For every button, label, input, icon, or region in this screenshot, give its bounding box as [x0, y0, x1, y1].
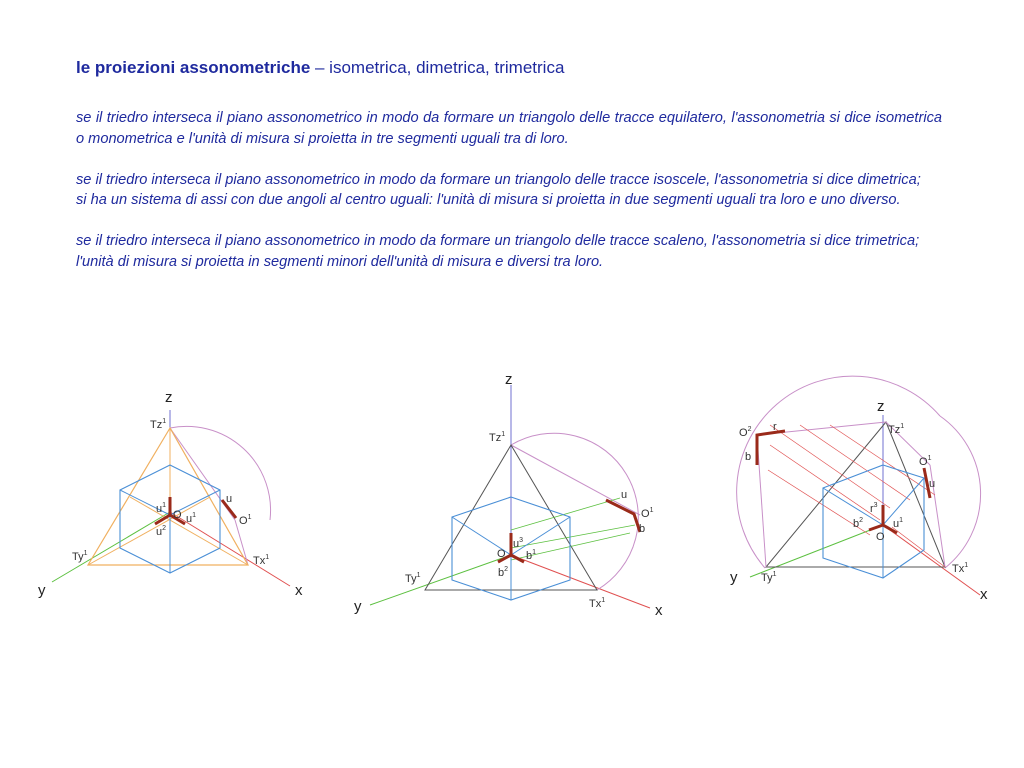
- label-u1: [893, 517, 903, 530]
- label-y: y: [730, 569, 738, 586]
- label-tx-sup: 1: [601, 597, 606, 604]
- label-u: u: [621, 489, 628, 501]
- label-o1: [641, 507, 654, 520]
- rotation-line: [511, 445, 640, 515]
- label-o1-text: O: [239, 515, 248, 527]
- label-ty: [405, 572, 421, 585]
- label-tx-text: Tx: [589, 598, 602, 610]
- label-b2-sup: 2: [504, 566, 509, 573]
- label-o: O: [173, 509, 182, 521]
- label-o1-sup: 1: [927, 455, 932, 462]
- label-u3: [156, 502, 166, 515]
- parallel-line: [511, 525, 635, 548]
- label-x: x: [655, 602, 663, 619]
- figure-dimetric: [354, 371, 663, 619]
- cube-outline: [823, 465, 924, 578]
- label-u3-sup: 1: [162, 502, 167, 509]
- label-r3-sup: 3: [873, 502, 878, 509]
- label-u1-sup: 1: [192, 512, 197, 519]
- label-ty-sup: 1: [416, 572, 421, 579]
- label-u2: [156, 525, 166, 538]
- y-axis: [370, 555, 511, 605]
- label-tx: [253, 554, 269, 567]
- label-tz-text: Tz: [489, 432, 502, 444]
- label-tx-text: Tx: [952, 563, 965, 575]
- parallel-line: [800, 425, 910, 500]
- paragraph-isometric: [76, 108, 942, 149]
- parallel-line: [770, 425, 890, 508]
- label-b1: [526, 549, 536, 562]
- label-b2-sup: 2: [859, 517, 864, 524]
- label-tz-sup: 1: [900, 423, 905, 430]
- label-tz: [888, 423, 904, 436]
- label-tz-text: Tz: [888, 424, 901, 436]
- paragraph-dimetric-line1: se il triedro interseca il piano assonometrico in modo da formare un triangolo delle tracce isoscele, l'assonometria si dice dimetrica;: [76, 171, 921, 188]
- rotation-circle-small: [940, 416, 981, 568]
- label-b2-text: b: [498, 567, 505, 579]
- label-b1-text: b: [526, 550, 533, 562]
- slide-title: [76, 58, 564, 78]
- label-tx: [589, 597, 605, 610]
- unit-x: [511, 555, 524, 562]
- label-ty-sup: 1: [83, 550, 88, 557]
- label-o: O: [497, 548, 506, 560]
- trace-median: [130, 497, 248, 565]
- label-o2: [739, 426, 752, 439]
- label-u3-sup: 3: [519, 537, 524, 544]
- label-tz: [150, 418, 166, 431]
- label-o1: [239, 514, 252, 527]
- label-ty-text: Ty: [405, 573, 417, 585]
- parallel-line: [770, 445, 880, 520]
- label-x: x: [980, 586, 988, 603]
- title-rest: – isometrica, dimetrica, trimetrica: [310, 58, 565, 77]
- figure-trimetric: [730, 376, 988, 603]
- paragraph-trimetric-line1: se il triedro interseca il piano assonometrico in modo da formare un triangolo delle tracce scaleno, l'assonometria si dice trimetrica;: [76, 233, 920, 249]
- body-text: [76, 108, 942, 293]
- trace-triangle: [88, 428, 248, 565]
- label-o2-text: O: [739, 427, 748, 439]
- label-tx-sup: 1: [964, 562, 969, 569]
- label-u1-text: u: [893, 518, 900, 530]
- trace-triangle: [766, 422, 945, 567]
- label-z: z: [505, 371, 513, 388]
- label-b1-sup: 1: [532, 549, 537, 556]
- label-u: u: [226, 493, 233, 505]
- y-axis: [52, 512, 170, 582]
- label-ty: [761, 571, 777, 584]
- label-u: u: [929, 478, 936, 490]
- label-b2: [498, 566, 508, 579]
- label-r3-text: r: [870, 503, 874, 515]
- label-o1-text: O: [919, 456, 928, 468]
- label-b2: [853, 517, 863, 530]
- x-axis: [883, 525, 980, 595]
- label-ty-sup: 1: [772, 571, 777, 578]
- label-u3-text: u: [513, 538, 520, 550]
- label-z: z: [877, 398, 885, 415]
- label-y: y: [354, 598, 362, 615]
- cube-edge: [511, 517, 570, 555]
- label-u2-sup: 2: [162, 525, 167, 532]
- figures: [0, 360, 1024, 660]
- title-bold: le proiezioni assonometriche: [76, 58, 311, 77]
- label-tz-text: Tz: [150, 419, 163, 431]
- paragraph-isometric-text: se il triedro interseca il piano assonometrico in modo da formare un triangolo delle tracce equilatero, l'assonometria si dice isometrica o monometrica e l'unità di misura si proietta in tre segmenti uguali tra di loro.: [76, 110, 942, 147]
- label-u1: [186, 512, 196, 525]
- label-u1-sup: 1: [899, 517, 904, 524]
- label-o1-sup: 1: [649, 507, 654, 514]
- unit-rotated-left: [757, 431, 785, 465]
- label-o2-sup: 2: [747, 426, 752, 433]
- label-o1-sup: 1: [247, 514, 252, 521]
- label-ty: [72, 550, 88, 563]
- label-z: z: [165, 389, 173, 406]
- label-o1-text: O: [641, 508, 650, 520]
- label-r: r: [773, 421, 777, 433]
- paragraph-dimetric-line2: si ha un sistema di assi con due angoli al centro uguali: l'unità di misura si proietta in due segmenti uguali tra loro e uno diverso.: [76, 192, 901, 208]
- label-tx-sup: 1: [265, 554, 270, 561]
- label-u2-text: u: [156, 526, 163, 538]
- label-b2-text: b: [853, 518, 860, 530]
- label-tx-text: Tx: [253, 555, 266, 567]
- trace-median: [88, 497, 210, 565]
- paragraph-trimetric-line2: l'unità di misura si proietta in segmenti minori dell'unità di misura e diversi tra loro.: [76, 253, 604, 270]
- figure-isometric: [38, 389, 303, 599]
- label-u3-text: u: [156, 503, 163, 515]
- label-tz: [489, 431, 505, 444]
- label-tx: [952, 562, 968, 575]
- unit-y: [869, 525, 883, 530]
- paragraph-dimetric: [76, 170, 942, 211]
- label-tz-sup: 1: [501, 431, 506, 438]
- label-r3: [870, 502, 878, 515]
- label-u1-text: u: [186, 513, 193, 525]
- label-x: x: [295, 582, 303, 599]
- label-ty-text: Ty: [72, 551, 84, 563]
- label-y: y: [38, 582, 46, 599]
- paragraph-trimetric: [76, 231, 942, 272]
- label-b: b: [745, 451, 752, 463]
- label-tz-sup: 1: [162, 418, 167, 425]
- label-o: O: [876, 531, 885, 543]
- y-axis: [750, 525, 883, 577]
- label-b: b: [639, 523, 646, 535]
- label-ty-text: Ty: [761, 572, 773, 584]
